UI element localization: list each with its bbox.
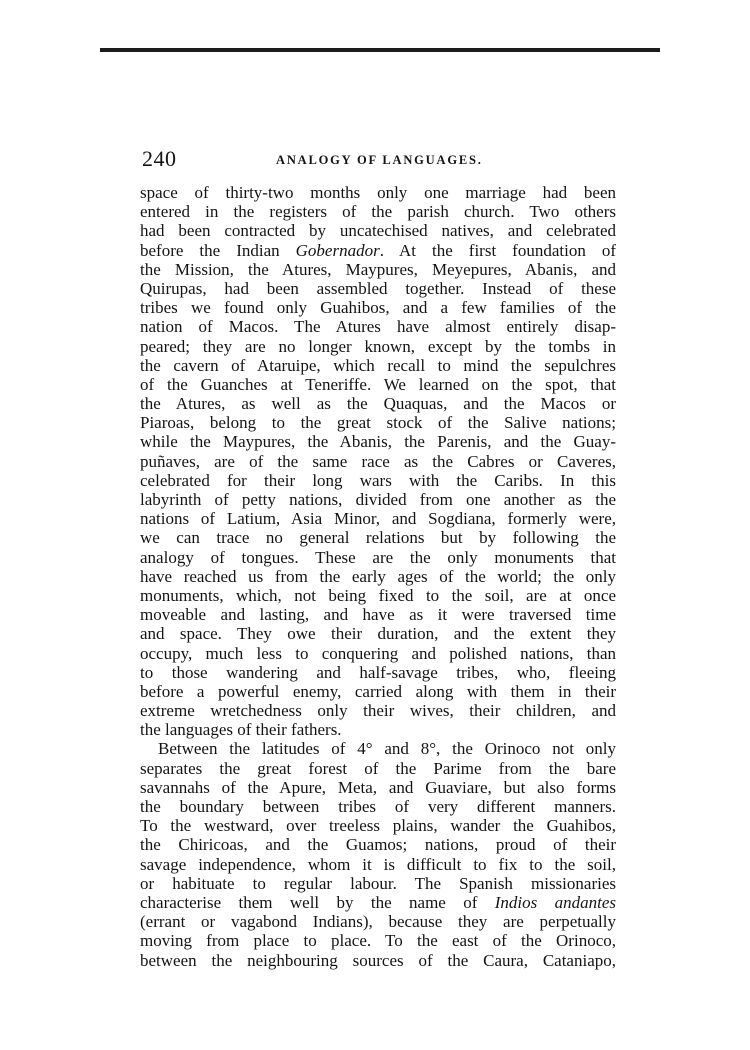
text-line: entered in the registers of the parish church. Two others: [140, 202, 616, 222]
text-line: moving from place to place. To the east of the Orinoco,: [140, 931, 616, 951]
text-line: and space. They owe their duration, and the extent they: [140, 624, 616, 644]
text-line: had been contracted by uncatechised natives, and celebrated: [140, 221, 616, 241]
text-line: labyrinth of petty nations, divided from one another as the: [140, 490, 616, 509]
text-line: nation of Macos. The Atures have almost entirely disap-: [140, 317, 616, 337]
text-line: Between the latitudes of 4° and 8°, the Orinoco not only: [158, 739, 616, 759]
text-line: to those wandering and half-savage tribes, who, fleeing: [140, 662, 616, 682]
text-line: between the neighbouring sources of the Caura, Cataniapo,: [140, 950, 616, 970]
italic-term: Indios andantes: [494, 892, 616, 912]
running-title: ANALOGY OF LANGUAGES.: [276, 153, 483, 167]
text-line: (errant or vagabond Indians), because they are perpetually: [140, 912, 616, 932]
text-line: peared; they are no longer known, except by the tombs in: [140, 336, 616, 356]
text-line: Quirupas, had been assembled together. Instead of these: [140, 278, 616, 298]
text-line: before a powerful enemy, carried along with them in their: [140, 681, 616, 701]
text-line: puñaves, are of the same race as the Cabres or Caveres,: [140, 451, 616, 471]
text-line: have reached us from the early ages of the world; the only: [140, 566, 616, 586]
text-line: the boundary between tribes of very different manners.: [140, 797, 616, 816]
text-line: occupy, much less to conquering and polished nations, than: [140, 643, 616, 663]
text-line: extreme wretchedness only their wives, their children, and: [140, 701, 616, 721]
text-line: celebrated for their long wars with the Caribs. In this: [140, 470, 616, 490]
text-line: To the westward, over treeless plains, wander the Guahibos,: [140, 816, 616, 836]
body-text: [140, 183, 616, 970]
running-head: [136, 146, 616, 176]
text-line: savage independence, whom it is difficult to fix to the soil,: [140, 854, 616, 874]
text-line: [140, 893, 616, 912]
text-line: or habituate to regular labour. The Spanish missionaries: [140, 873, 616, 893]
text-line: Piaroas, belong to the great stock of the Salive nations;: [140, 413, 616, 433]
text-line: while the Maypures, the Abanis, the Parenis, and the Guay-: [140, 432, 616, 452]
text-line: the Chiricoas, and the Guamos; nations, proud of their: [140, 835, 616, 855]
text-line: the languages of their fathers.: [140, 720, 342, 740]
text-segment: before the Indian: [140, 240, 296, 260]
text-line: the cavern of Ataruipe, which recall to mind the sepulchres: [140, 355, 616, 375]
text-line: savannahs of the Apure, Meta, and Guaviare, but also forms: [140, 777, 616, 797]
text-line: we can trace no general relations but by following the: [140, 528, 616, 548]
text-line: monuments, which, not being fixed to the soil, are at once: [140, 585, 616, 605]
text-line: separates the great forest of the Parime from the bare: [140, 758, 616, 778]
text-line: the Mission, the Atures, Maypures, Meyepures, Abanis, and: [140, 259, 616, 279]
text-line: tribes we found only Guahibos, and a few families of the: [140, 298, 616, 318]
text-line: nations of Latium, Asia Minor, and Sogdiana, formerly were,: [140, 509, 616, 529]
text-line: space of thirty-two months only one marriage had been: [140, 183, 616, 202]
text-line: the Atures, as well as the Quaquas, and the Macos or: [140, 394, 616, 414]
top-rule: [100, 48, 660, 52]
text-line: moveable and lasting, and have as it were traversed time: [140, 605, 616, 625]
text-line: [140, 241, 616, 260]
text-line: of the Guanches at Teneriffe. We learned on the spot, that: [140, 374, 616, 394]
text-line: analogy of tongues. These are the only monuments that: [140, 547, 616, 567]
text-segment: characterise them well by the name of: [140, 892, 495, 912]
text-segment: . At the first foundation of: [379, 240, 616, 260]
page-number: 240: [142, 146, 177, 171]
italic-term: Gobernador: [295, 240, 380, 260]
